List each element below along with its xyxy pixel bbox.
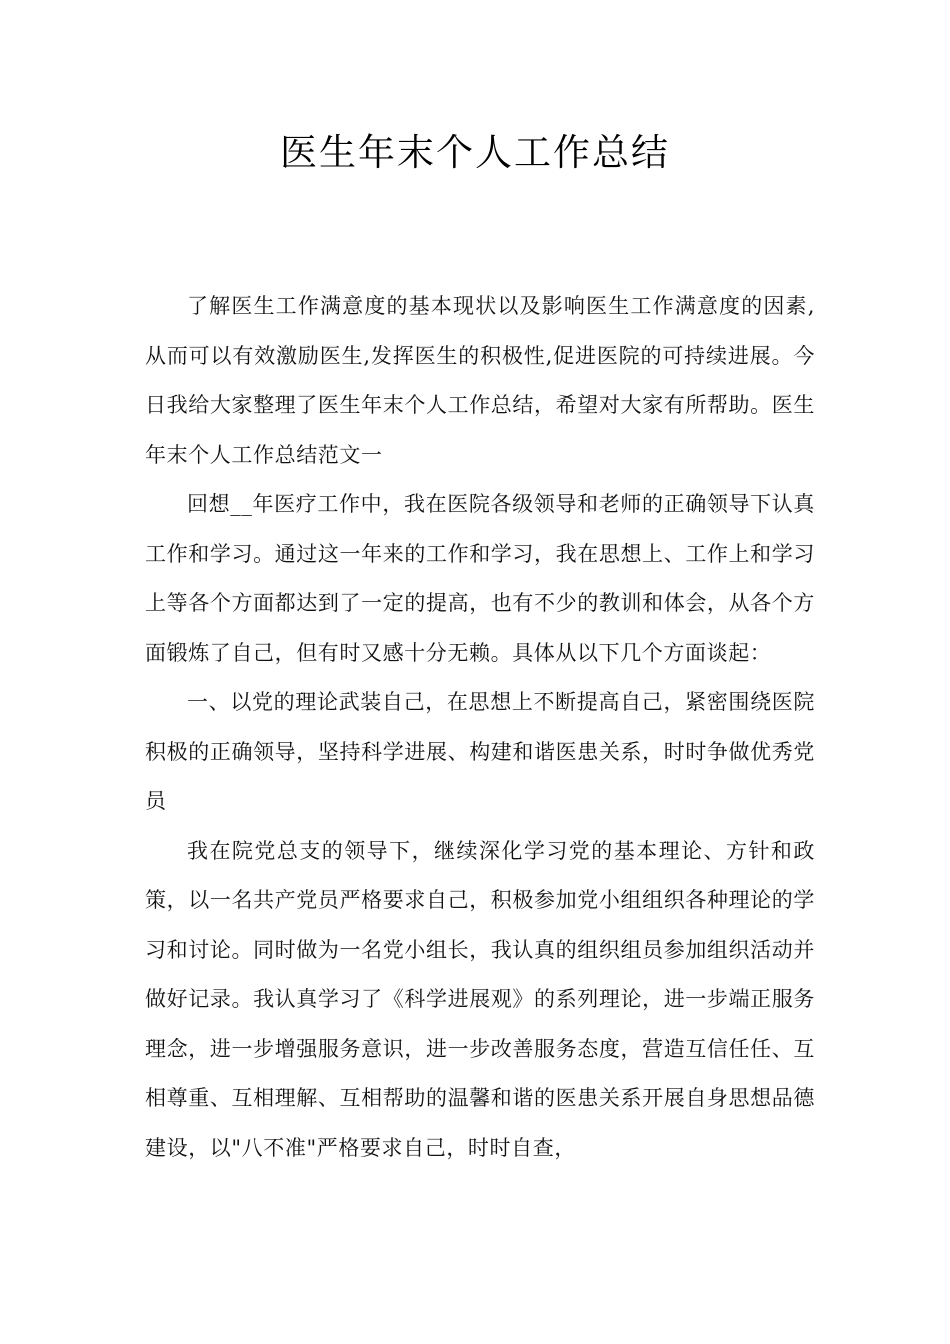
paragraph-section-one-heading: 一、以党的理论武装自己，在思想上不断提高自己，紧密围绕医院积极的正确领导，坚持科学进展、构建和谐医患关系，时时争做优秀党员 — [145, 690, 815, 813]
document-body — [145, 282, 815, 1173]
paragraph-review: 回想__年医疗工作中，我在医院各级领导和老师的正确领导下认真工作和学习。通过这一年来的工作和学习，我在思想上、工作上和学习上等各个方面都达到了一定的提高，也有不少的教训和体会，从各个方面锻炼了自己，但有时又感十分无赖。具体从以下几个方面谈起： — [145, 492, 815, 665]
document-title: 医生年末个人工作总结 — [280, 131, 670, 174]
paragraph-intro: 了解医生工作满意度的基本现状以及影响医生工作满意度的因素,从而可以有效激励医生,发挥医生的积极性,促进医院的可持续进展。今日我给大家整理了医生年末个人工作总结，希望对大家有所帮助。医生年末个人工作总结范文一 — [145, 294, 815, 467]
paragraph-party-study: 我在院党总支的领导下，继续深化学习党的基本理论、方针和政策，以一名共产党员严格要求自己，积极参加党小组组织各种理论的学习和讨论。同时做为一名党小组长，我认真的组织组员参加组织活动并做好记录。我认真学习了《科学进展观》的系列理论，进一步端正服务理念，进一步增强服务意识，进一步改善服务态度，营造互信任任、互相尊重、互相理解、互相帮助的温馨和谐的医患关系开展自身思想品德建设，以"八不准"严格要求自己，时时自查， — [145, 838, 815, 1160]
